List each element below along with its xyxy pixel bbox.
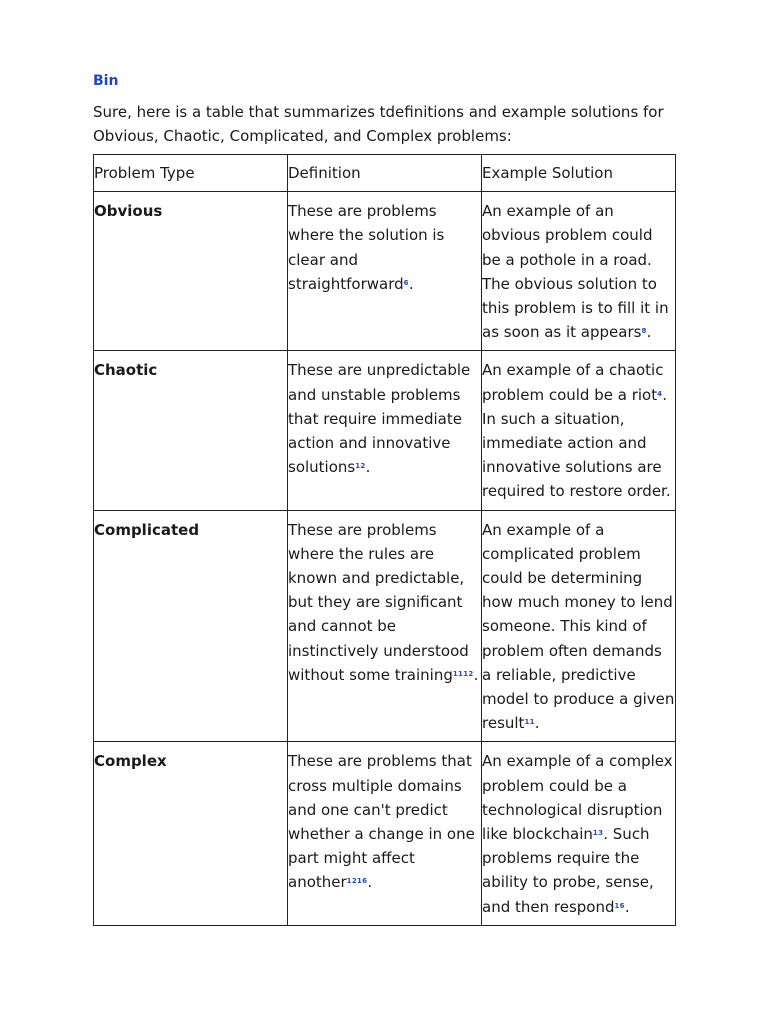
header-definition: Definition — [288, 155, 482, 192]
definition-text: These are problems that cross multiple domains and one can't predict whether a change in one part might affect another — [288, 752, 475, 892]
intro-text: Sure, here is a table that summarizes tdefinitions and example solutions for Obvious, Chaotic, Complicated, and Complex problems: — [93, 103, 664, 145]
definition-text: These are problems where the rules are known and predictable, but they are significant and cannot be instinctively understood without some training — [288, 520, 469, 684]
example-text-continued: . In such a situation, immediate action and innovative solutions are required to restore order. — [482, 385, 671, 501]
example-text: An example of a chaotic problem could be a riot — [482, 361, 664, 404]
citation-link[interactable]: 11 — [524, 718, 535, 727]
definition-cell: These are problems where the solution is clear and straightforward$^6$. — [288, 192, 482, 351]
definition-cell: These are problems that cross multiple domains and one can't predict whether a change in one part might affect another$^{1216}$. — [288, 742, 482, 925]
summary-table — [93, 154, 676, 926]
table-row — [94, 742, 676, 925]
problem-type-cell: Complex — [94, 742, 288, 925]
header-problem-type: Problem Type — [94, 155, 288, 192]
sender-name: Bin — [93, 73, 119, 89]
example-text: An example of an obvious problem could be a pothole in a road. The obvious solution to this problem is to fill it in as soon as it appears — [482, 202, 669, 342]
citation-link[interactable]: 1112 — [452, 669, 474, 678]
citation-link[interactable]: 8 — [641, 327, 647, 336]
table-row — [94, 192, 676, 351]
example-cell: An example of a complex problem could be a technological disruption like blockchain$^{13}$. Such problems require the ability to probe, sense, and then respond$^{16}$. — [482, 742, 676, 925]
citation-link[interactable]: 16 — [614, 901, 625, 910]
definition-cell: These are unpredictable and unstable problems that require immediate action and innovative solutions$^{12}$. — [288, 351, 482, 510]
definition-text: These are problems where the solution is clear and straightforward — [288, 202, 445, 293]
problem-type-cell: Chaotic — [94, 351, 288, 510]
table-header-row — [94, 155, 676, 192]
example-cell — [482, 351, 676, 510]
example-text: An example of a complicated problem could be determining how much money to lend someone. This kind of problem often demands a reliable, predictive model to produce a given result — [482, 520, 675, 733]
citation-link[interactable]: 4 — [657, 389, 663, 398]
problem-type-cell: Complicated — [94, 510, 288, 742]
citation-link[interactable]: 1216 — [346, 877, 368, 886]
table-row — [94, 351, 676, 510]
example-cell: An example of a complicated problem could be determining how much money to lend someone. This kind of problem often demands a reliable, predictive model to produce a given result$^{11}$. — [482, 510, 676, 742]
example-text: An example of a complex problem could be a technological disruption like blockchain — [482, 752, 673, 844]
table-row — [94, 510, 676, 742]
example-cell: An example of an obvious problem could be a pothole in a road. The obvious solution to this problem is to fill it in as soon as it appears$^8$. — [482, 192, 676, 351]
definition-text: These are unpredictable and unstable problems that require immediate action and innovative solutions — [288, 361, 471, 477]
header-example-solution: Example Solution — [482, 155, 676, 192]
problem-type-cell: Obvious — [94, 192, 288, 351]
citation-link[interactable]: 13 — [592, 829, 604, 838]
example-text-continued: . Such problems require the ability to probe, sense, and then respond — [482, 825, 654, 916]
citation-link[interactable]: 12 — [355, 462, 366, 471]
citation-link[interactable]: 6 — [403, 278, 409, 287]
chat-response — [93, 70, 675, 926]
definition-cell: These are problems where the rules are known and predictable, but they are significant and cannot be instinctively understood without some training$^{1112}$. — [288, 510, 482, 742]
